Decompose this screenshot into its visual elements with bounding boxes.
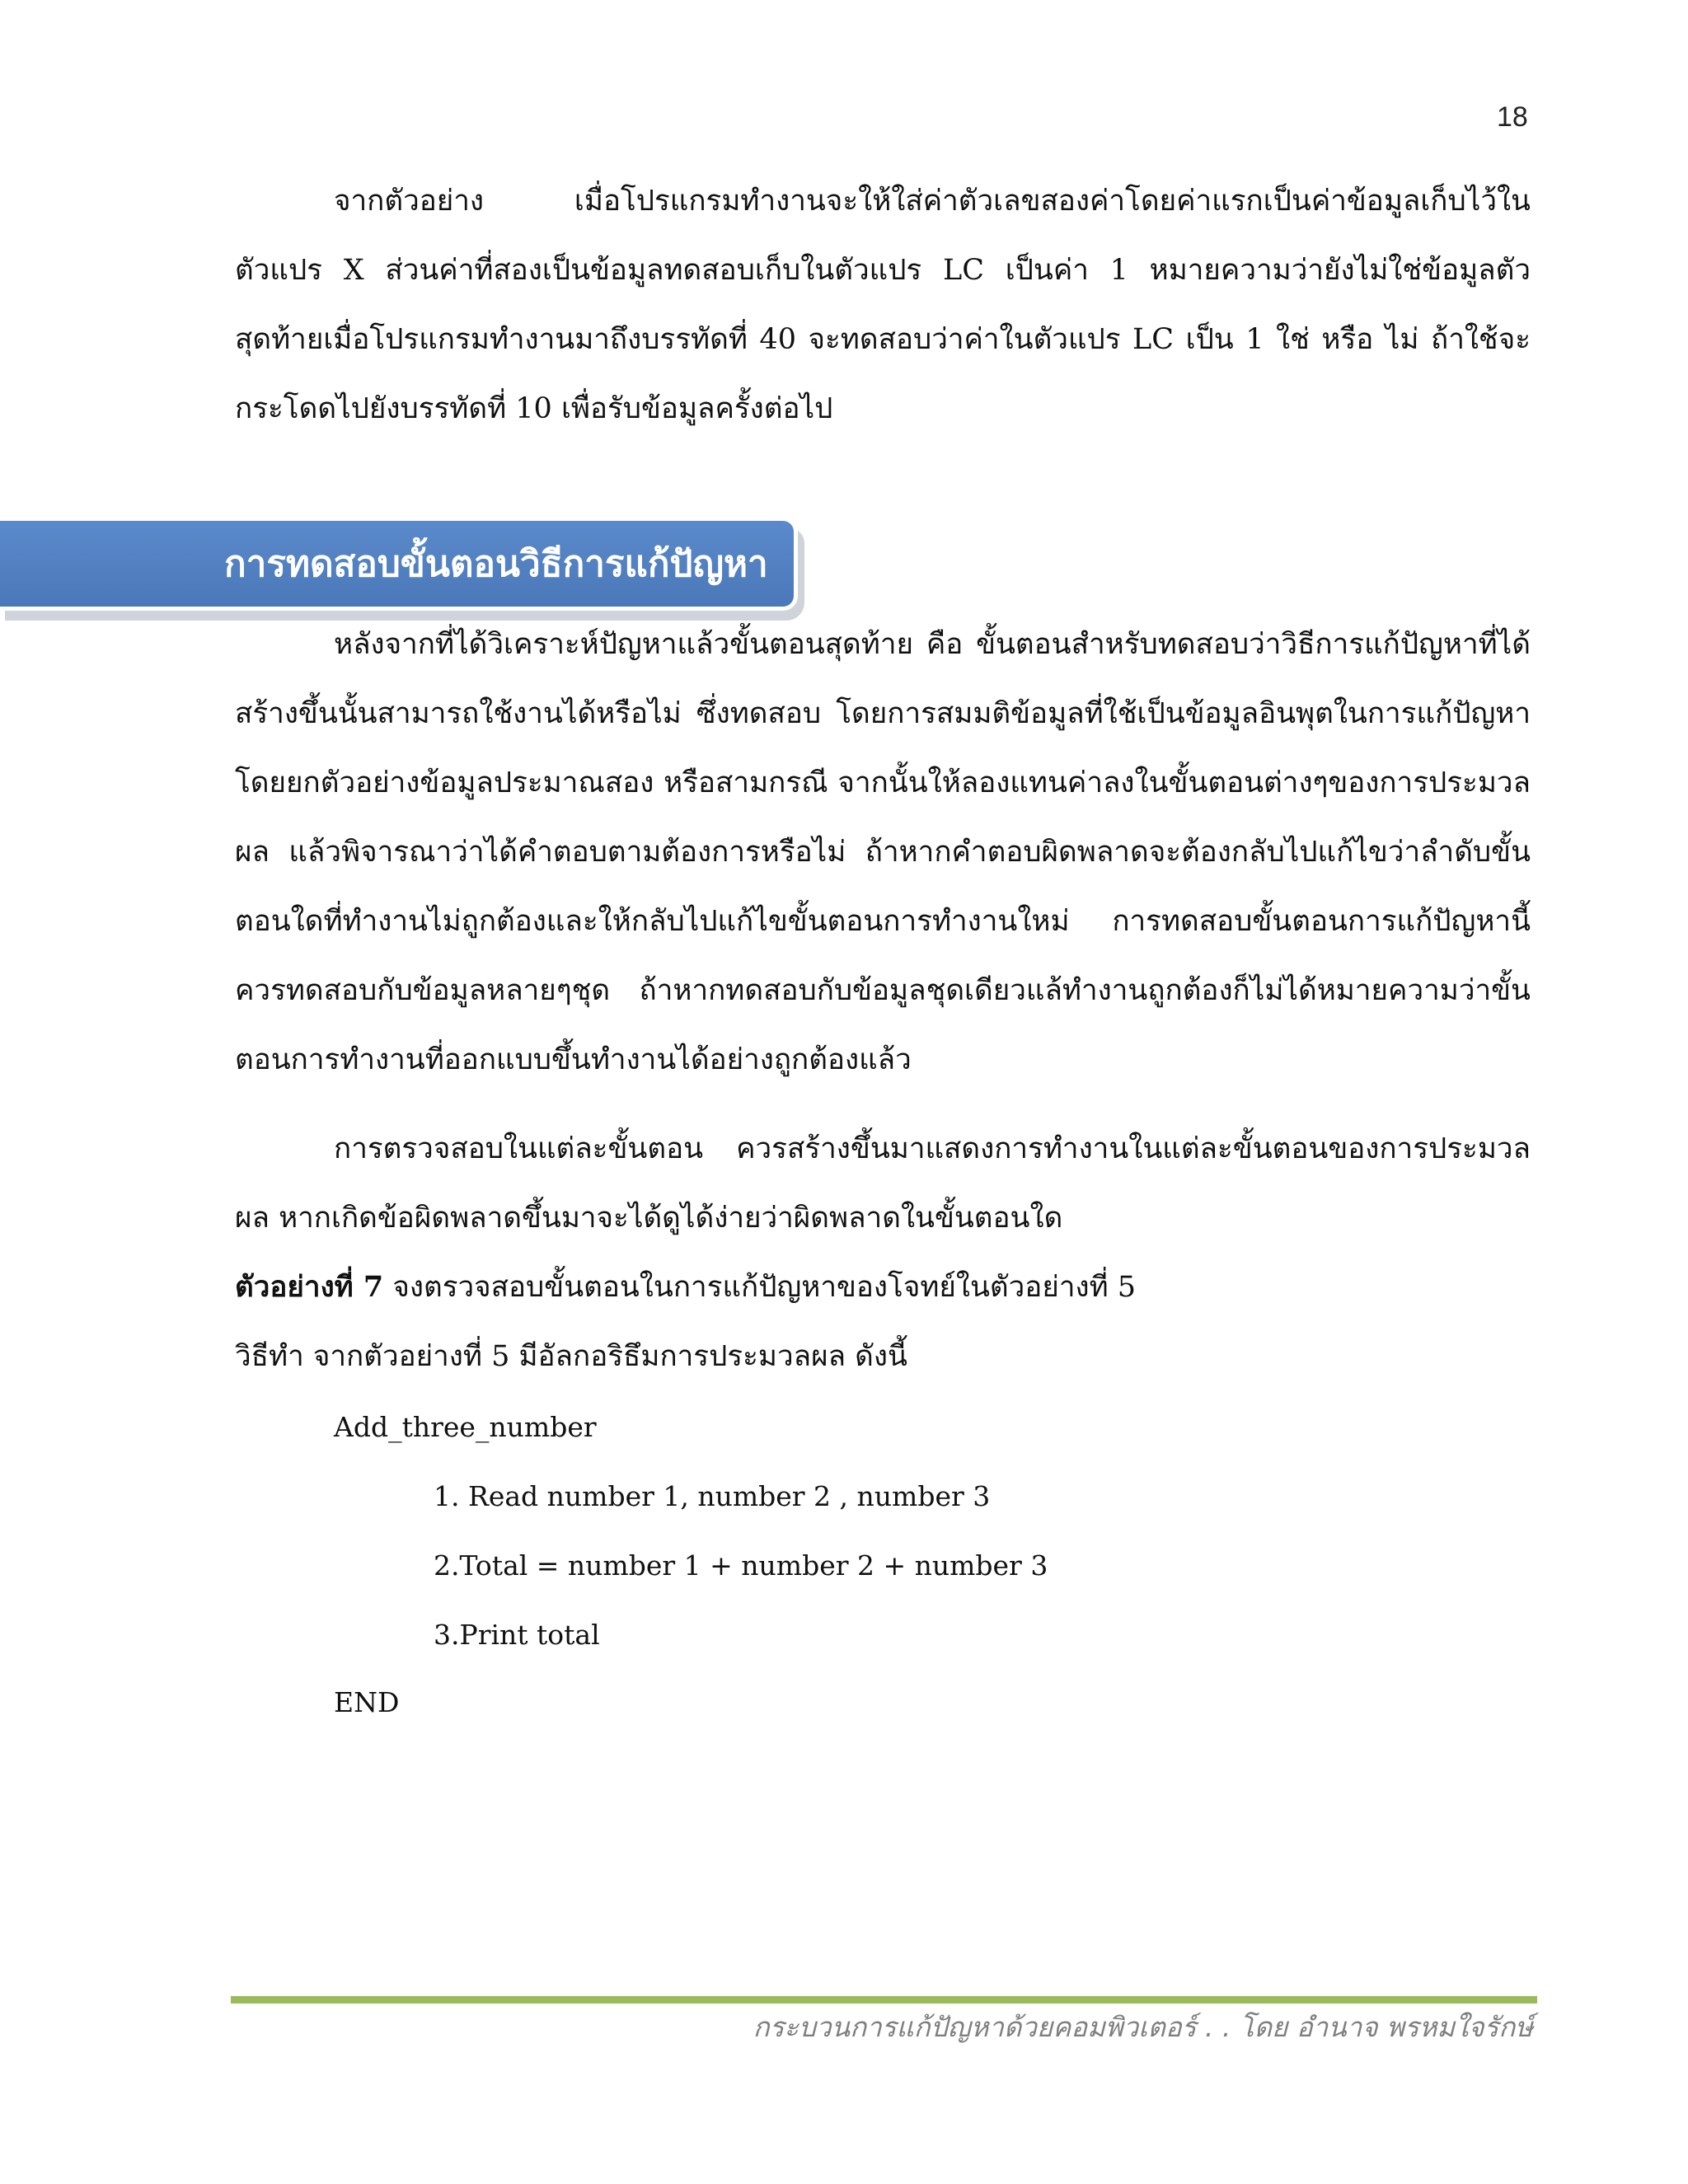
algorithm-step: 2.Total = number 1 + number 2 + number 3 [434,1549,1048,1582]
algorithm-end: END [334,1686,400,1718]
intro-paragraph: จากตัวอย่าง เมื่อโปรแกรมทำงานจะให้ใส่ค่าตัวเลขสองค่าโดยค่าแรกเป็นค่าข้อมูลเก็บไว้ในตัวแปร X ส่วนค่าที่สองเป็นข้อมูลทดสอบเก็บในตัวแปร LC เป็นค่า 1 หมายความว่ายังไม่ใช่ข้อมูลตัวสุดท้ายเมื่อโปรแกรมทำงานมาถึงบรรทัดที่ 40 จะทดสอบว่าค่าในตัวแปร LC เป็น 1 ใช่ หรือ ไม่ ถ้าใช้จะกระโดดไปยังบรรทัดที่ 10 เพื่อรับข้อมูลครั้งต่อไป [235,185,1531,425]
footer-text: กระบวนการแก้ปัญหาด้วยคอมพิวเตอร์ . . โดย อำนาจ พรหมใจรักษ์ [753,2011,1533,2043]
algorithm-name: Add_three_number [334,1411,597,1443]
checking-paragraph: การตรวจสอบในแต่ละขั้นตอน ควรสร้างขึ้นมาแสดงการทำงานในแต่ละขั้นตอนของการประมวลผล หากเกิดข้อผิดพลาดขึ้นมาจะได้ดูได้ง่ายว่าผิดพลาดในขั้นตอนใด [235,1132,1531,1235]
example-heading [235,1253,1531,1322]
algorithm-step: 3.Print total [434,1619,600,1651]
algorithm-step: 1. Read number 1, number 2 , number 3 [434,1480,991,1512]
example-label: ตัวอย่างที่ 7 [235,1270,384,1304]
section-heading-banner [0,517,798,616]
section-title: การทดสอบขั้นตอนวิธีการแก้ปัญหา [224,543,768,585]
method-line: วิธีทำ จากตัวอย่างที่ 5 มีอัลกอริธึมการประมวลผล ดังนี้ [235,1340,907,1373]
page-number: 18 [1497,101,1528,133]
example-text: จงตรวจสอบขั้นตอนในการแก้ปัญหาของโจทย์ในตัวอย่างที่ 5 [383,1271,1137,1304]
testing-paragraph: หลังจากที่ได้วิเคราะห์ปัญหาแล้วขั้นตอนสุดท้าย คือ ขั้นตอนสำหรับทดสอบว่าวิธีการแก้ปัญหาที่ได้สร้างขึ้นนั้นสามารถใช้งานได้หรือไม่ ซึ่งทดสอบ โดยการสมมติข้อมูลที่ใช้เป็นข้อมูลอินพุตในการแก้ปัญหา โดยยกตัวอย่างข้อมูลประมาณสอง หรือสามกรณี จากนั้นให้ลองแทนค่าลงในขั้นตอนต่างๆของการประมวลผล แล้วพิจารณาว่าได้คำตอบตามต้องการหรือไม่ ถ้าหากคำตอบผิดพลาดจะต้องกลับไปแก้ไขว่าลำดับขั้นตอนใดที่ทำงานไม่ถูกต้องและให้กลับไปแก้ไขขั้นตอนการทำงานใหม่ การทดสอบขั้นตอนการแก้ปัญหานี้ควรทดสอบกับข้อมูลหลายๆชุด ถ้าหากทดสอบกับข้อมูลชุดเดียวแล้ทำงานถูกต้องก็ไม่ได้หมายความว่าขั้นตอนการทำงานที่ออกแบบขึ้นทำงานได้อย่างถูกต้องแล้ว [235,628,1531,1076]
